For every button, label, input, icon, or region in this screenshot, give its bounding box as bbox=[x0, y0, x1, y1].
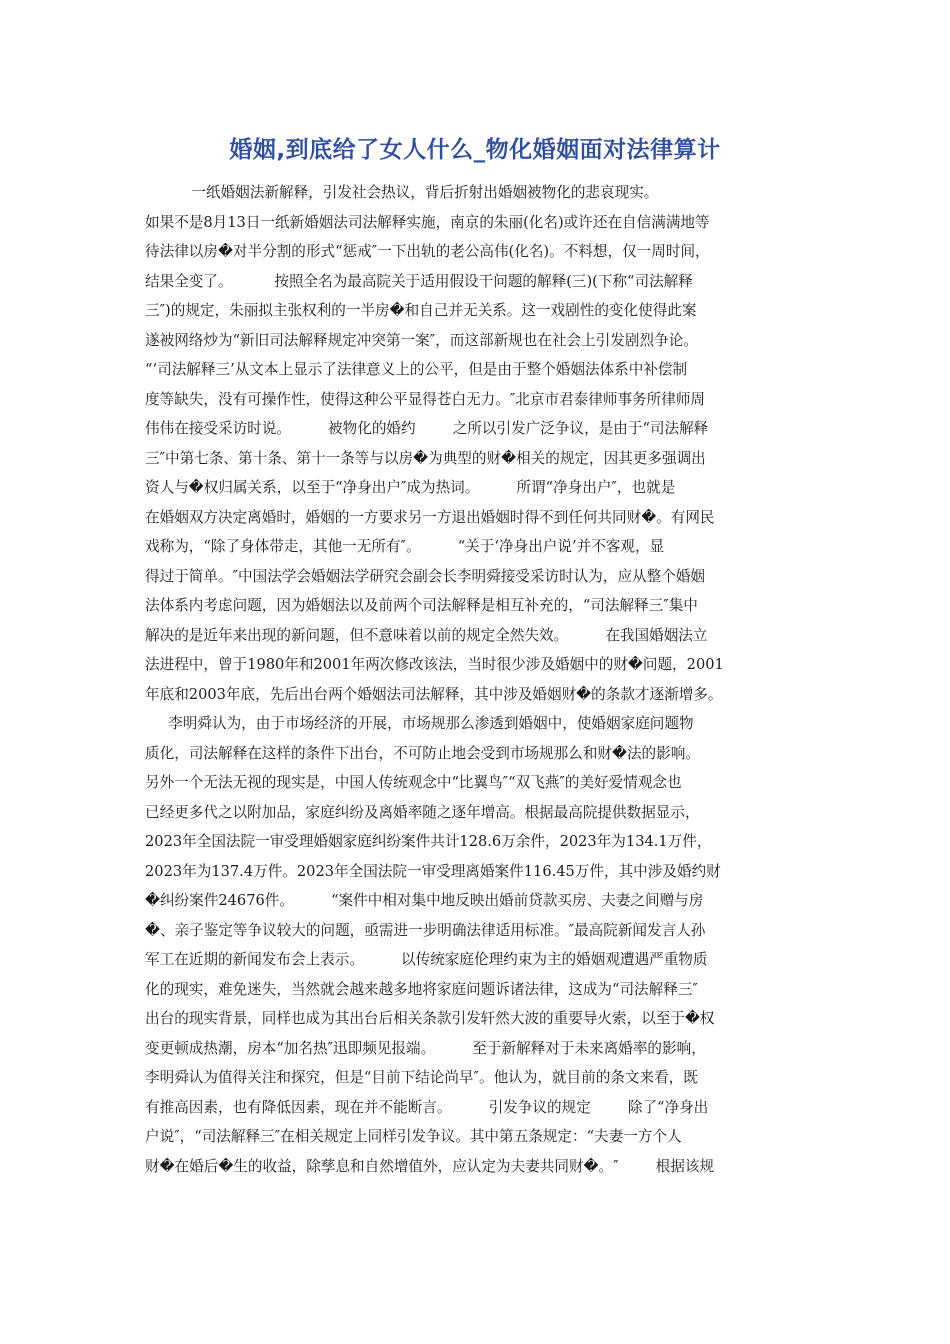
body-line: 伟伟在接受采访时说。 被物化的婚约 之所以引发广泛争议，是由于“司法解释 bbox=[145, 420, 709, 437]
body-line: 遂被网络炒为“新旧司法解释规定冲突第一案″，而这部新规也在社会上引发剧烈争论。 bbox=[145, 331, 698, 349]
body-line: 变更顿成热潮，房本“加名热″迅即频见报端。 至于新解释对于未来离婚率的影响， bbox=[145, 1039, 706, 1057]
body-line: 有推高因素，也有降低因素，现在并不能断言。 引发争议的规定 除了“净身出 bbox=[145, 1098, 709, 1116]
body-line: 资人与�权归属关系，以至于“净身出户″成为热词。 所谓“净身出户″，也就是 bbox=[145, 479, 676, 496]
document-title: 婚姻,到底给了女人什么_物化婚姻面对法律算计 bbox=[229, 137, 721, 163]
body-line: 一纸婚姻法新解释，引发社会热议，背后折射出婚姻被物化的悲哀现实。 bbox=[145, 184, 659, 201]
body-line: 户说″，“司法解释三″在相关规定上同样引发争议。其中第五条规定：“夫妻一方个人 bbox=[145, 1128, 682, 1145]
body-line: �、亲子鉴定等争议较大的问题，亟需进一步明确法律适用标准。″最高院新闻发言人孙 bbox=[145, 921, 706, 939]
body-line: 李明舜认为值得关注和探究，但是“目前下结论尚早″。他认为，就目前的条文来看，既 bbox=[145, 1069, 698, 1086]
body-line: 三″)的规定，朱丽拟主张权利的一半房�和自己并无关系。这一戏剧性的变化使得此案 bbox=[145, 302, 697, 319]
body-line: 质化，司法解释在这样的条件下出台，不可防止地会受到市场规那么和财�法的影响。 bbox=[145, 744, 700, 762]
body-line: 财�在婚后�生的收益，除孳息和自然增值外，应认定为夫妻共同财�。″ 根据该规 bbox=[145, 1157, 715, 1175]
body-line: 如果不是8月13日一纸新婚姻法司法解释实施，南京的朱丽(化名)或许还在自信满满地等 bbox=[145, 213, 710, 231]
body-line: 法体系内考虑问题，因为婚姻法以及前两个司法解释是相互补充的，“司法解释三″集中 bbox=[145, 597, 698, 614]
body-line: “‘司法解释三’从文本上显示了法律意义上的公平，但是由于整个婚姻法体系中补偿制 bbox=[145, 361, 688, 378]
body-line: 法进程中，曾于1980年和2001年两次修改该法，当时很少涉及婚姻中的财�问题，2001 bbox=[145, 656, 724, 673]
body-line: 戏称为，“除了身体带走，其他一无所有″。 “关于‘净身出户说’并不客观，显 bbox=[145, 538, 665, 555]
body-line: 已经更多代之以附加品，家庭纠纷及离婚率随之逐年增高。根据最高院提供数据显示， bbox=[145, 803, 700, 821]
document-body bbox=[145, 178, 805, 1181]
body-line: 年底和2003年底，先后出台两个婚姻法司法解释，其中涉及婚姻财�的条款才逐渐增多。 bbox=[145, 685, 723, 703]
body-line: 结果全变了。 按照全名为最高院关于适用假设干问题的解释(三)(下称“司法解释 bbox=[145, 272, 693, 290]
body-line: 出台的现实背景，同样也成为其出台后相关条款引发轩然大波的重要导火索，以至于�权 bbox=[145, 1010, 715, 1027]
body-line: 三″中第七条、第十条、第十一条等与以房�为典型的财�相关的规定，因其更多强调出 bbox=[145, 449, 706, 467]
body-line: 李明舜认为，由于市场经济的开展，市场规那么渗透到婚姻中，使婚姻家庭问题物 bbox=[145, 715, 694, 732]
body-line: 待法律以房�对半分割的形式“惩戒″一下出轨的老公高伟(化名)。不料想，仅一周时间， bbox=[145, 243, 710, 260]
body-line: 解决的是近年来出现的新问题，但不意味着以前的规定全然失效。 在我国婚姻法立 bbox=[145, 626, 708, 644]
body-line: 化的现实，难免迷失，当然就会越来越多地将家庭问题诉诸法律，这成为“司法解释三″ bbox=[145, 980, 698, 998]
body-line: 军工在近期的新闻发布会上表示。 以传统家庭伦理约束为主的婚姻观遭遇严重物质 bbox=[145, 951, 708, 968]
body-line: 2023年全国法院一审受理婚姻家庭纠纷案件共计128.6万余件，2023年为134.1万件， bbox=[145, 833, 712, 850]
body-line: 得过于简单。″中国法学会婚姻法学研究会副会长李明舜接受采访时认为，应从整个婚姻 bbox=[145, 567, 706, 585]
body-line: 在婚姻双方决定离婚时，婚姻的一方要求另一方退出婚姻时得不到任何共同财�。有网民 bbox=[145, 508, 715, 526]
body-line: 另外一个无法无视的现实是，中国人传统观念中“比翼鸟″“双飞燕″的美好爱情观念也 bbox=[145, 774, 682, 791]
body-line: 度等缺失，没有可操作性，使得这种公平显得苍白无力。″北京市君泰律师事务所律师周 bbox=[145, 390, 706, 408]
body-line: �纠纷案件24676件。 “案件中相对集中地反映出婚前贷款买房、夫妻之间赠与房 bbox=[145, 892, 704, 909]
body-line: 2023年为137.4万件。2023年全国法院一审受理离婚案件116.45万件，其中涉及婚约财 bbox=[145, 862, 721, 880]
